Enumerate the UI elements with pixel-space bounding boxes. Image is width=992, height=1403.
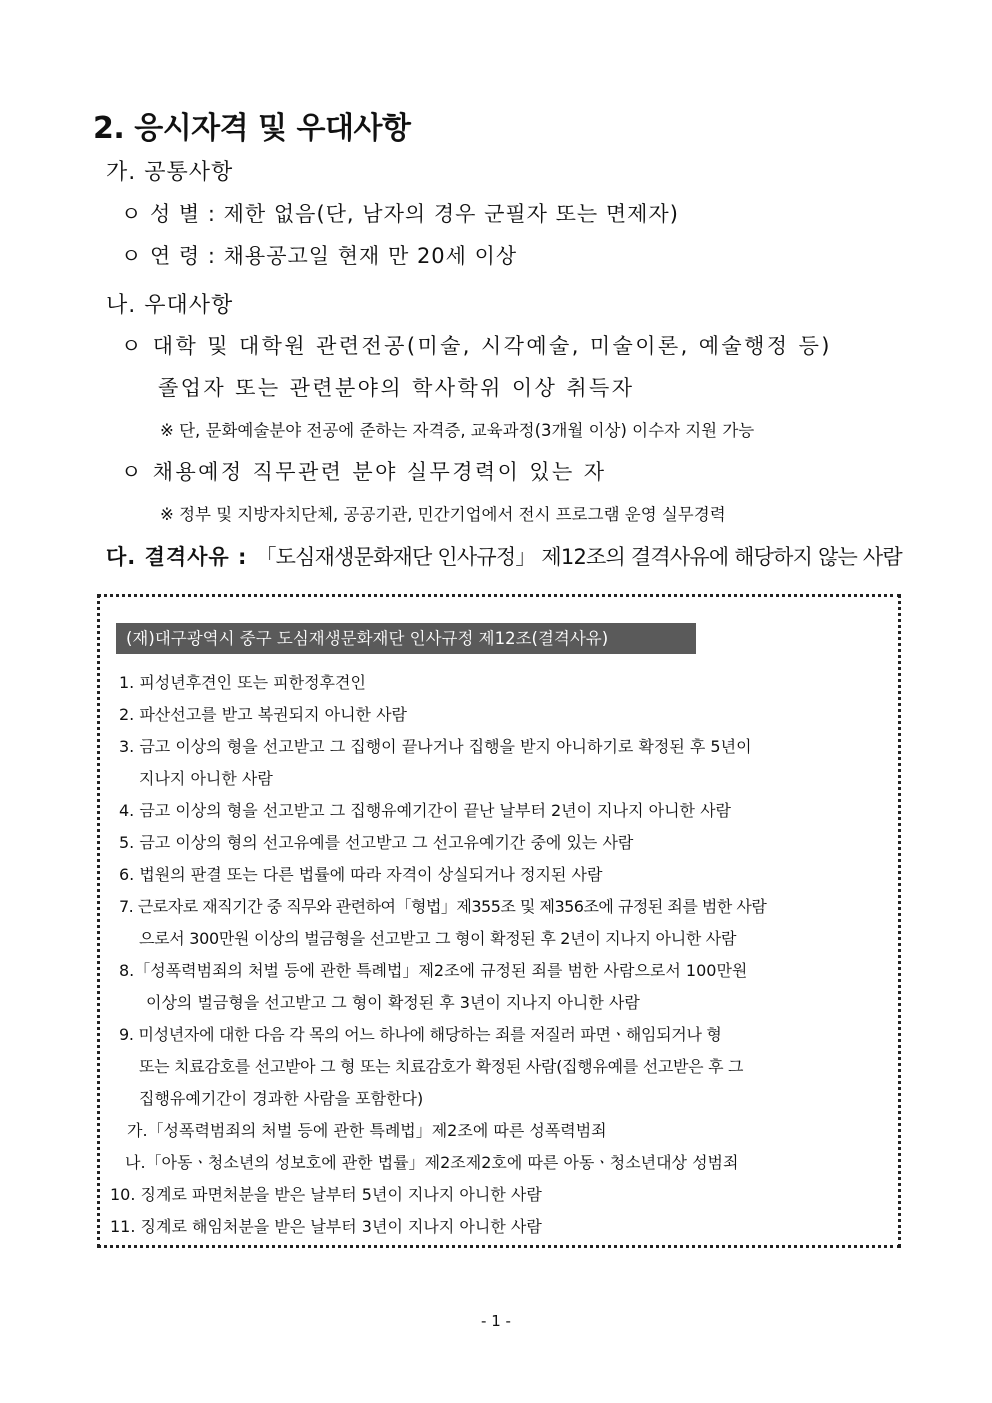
- list-item: 1. 피성년후견인 또는 피한정후견인: [119, 673, 366, 692]
- preference-note-2: ※ 정부 및 지방자치단체, 공공기관, 민간기업에서 전시 프로그램 운영 실무경력: [160, 505, 726, 524]
- list-item: 4. 금고 이상의 형을 선고받고 그 집행유예기간이 끝난 날부터 2년이 지나지 아니한 사람: [119, 801, 731, 820]
- section-title: 2. 응시자격 및 우대사항: [93, 111, 411, 146]
- list-item: 9. 미성년자에 대한 다음 각 목의 어느 하나에 해당하는 죄를 저질러 파면ㆍ해임되거나 형: [119, 1025, 722, 1044]
- list-item: 이상의 벌금형을 선고받고 그 형이 확정된 후 3년이 지나지 아니한 사람: [146, 993, 640, 1012]
- list-item: 집행유예기간이 경과한 사람을 포함한다): [139, 1089, 424, 1108]
- age-requirement: ㅇ 연 령 : 채용공고일 현재 만 20세 이상: [121, 244, 518, 268]
- gender-requirement: ㅇ 성 별 : 제한 없음(단, 남자의 경우 군필자 또는 면제자): [121, 202, 679, 226]
- list-item: 7. 근로자로 재직기간 중 직무와 관련하여「형법」제355조 및 제356조에 규정된 죄를 범한 사람: [119, 897, 767, 916]
- list-item: 5. 금고 이상의 형의 선고유예를 선고받고 그 선고유예기간 중에 있는 사람: [119, 833, 634, 852]
- list-item: 8.「성폭력범죄의 처벌 등에 관한 특례법」제2조에 규정된 죄를 범한 사람으로서 100만원: [119, 961, 748, 980]
- disqualification-text: 「도심재생문화재단 인사규정」 제12조의 결격사유에 해당하지 않는 사람: [255, 545, 902, 569]
- list-item: 으로서 300만원 이상의 벌금형을 선고받고 그 형이 확정된 후 2년이 지나지 아니한 사람: [139, 929, 737, 948]
- list-item: 가.「성폭력범죄의 처벌 등에 관한 특례법」제2조에 따른 성폭력범죄: [127, 1121, 607, 1140]
- list-item: 6. 법원의 판결 또는 다른 법률에 따라 자격이 상실되거나 정지된 사람: [119, 865, 603, 884]
- list-item: 나.「아동ㆍ청소년의 성보호에 관한 법률」제2조제2호에 따른 아동ㆍ청소년대상 성범죄: [125, 1153, 739, 1172]
- list-item: 지나지 아니한 사람: [139, 769, 273, 788]
- preference-major: ㅇ 대학 및 대학원 관련전공(미술, 시각예술, 미술이론, 예술행정 등): [121, 334, 832, 358]
- disqualification-heading: 다. 결격사유 :: [106, 545, 248, 569]
- preference-experience: ㅇ 채용예정 직무관련 분야 실무경력이 있는 자: [121, 460, 607, 484]
- list-item: 10. 징계로 파면처분을 받은 날부터 5년이 지나지 아니한 사람: [110, 1185, 542, 1204]
- page-number: - 1 -: [481, 1312, 511, 1330]
- disqualification-box: [97, 594, 901, 1248]
- list-item: 2. 파산선고를 받고 복권되지 아니한 사람: [119, 705, 407, 724]
- list-item: 또는 치료감호를 선고받아 그 형 또는 치료감호가 확정된 사람(집행유예를 선고받은 후 그: [139, 1057, 744, 1076]
- common-requirements-heading: 가. 공통사항: [106, 160, 234, 185]
- box-header: (재)대구광역시 중구 도심재생문화재단 인사규정 제12조(결격사유): [116, 623, 696, 654]
- preference-heading: 나. 우대사항: [106, 293, 234, 318]
- list-item: 3. 금고 이상의 형을 선고받고 그 집행이 끝나거나 집행을 받지 아니하기로 확정된 후 5년이: [119, 737, 752, 756]
- list-item: 11. 징계로 해임처분을 받은 날부터 3년이 지나지 아니한 사람: [110, 1217, 542, 1236]
- disqualification-line: [106, 541, 902, 571]
- preference-note-1: ※ 단, 문화예술분야 전공에 준하는 자격증, 교육과정(3개월 이상) 이수자 지원 가능: [160, 421, 755, 440]
- preference-major-cont: 졸업자 또는 관련분야의 학사학위 이상 취득자: [158, 376, 635, 400]
